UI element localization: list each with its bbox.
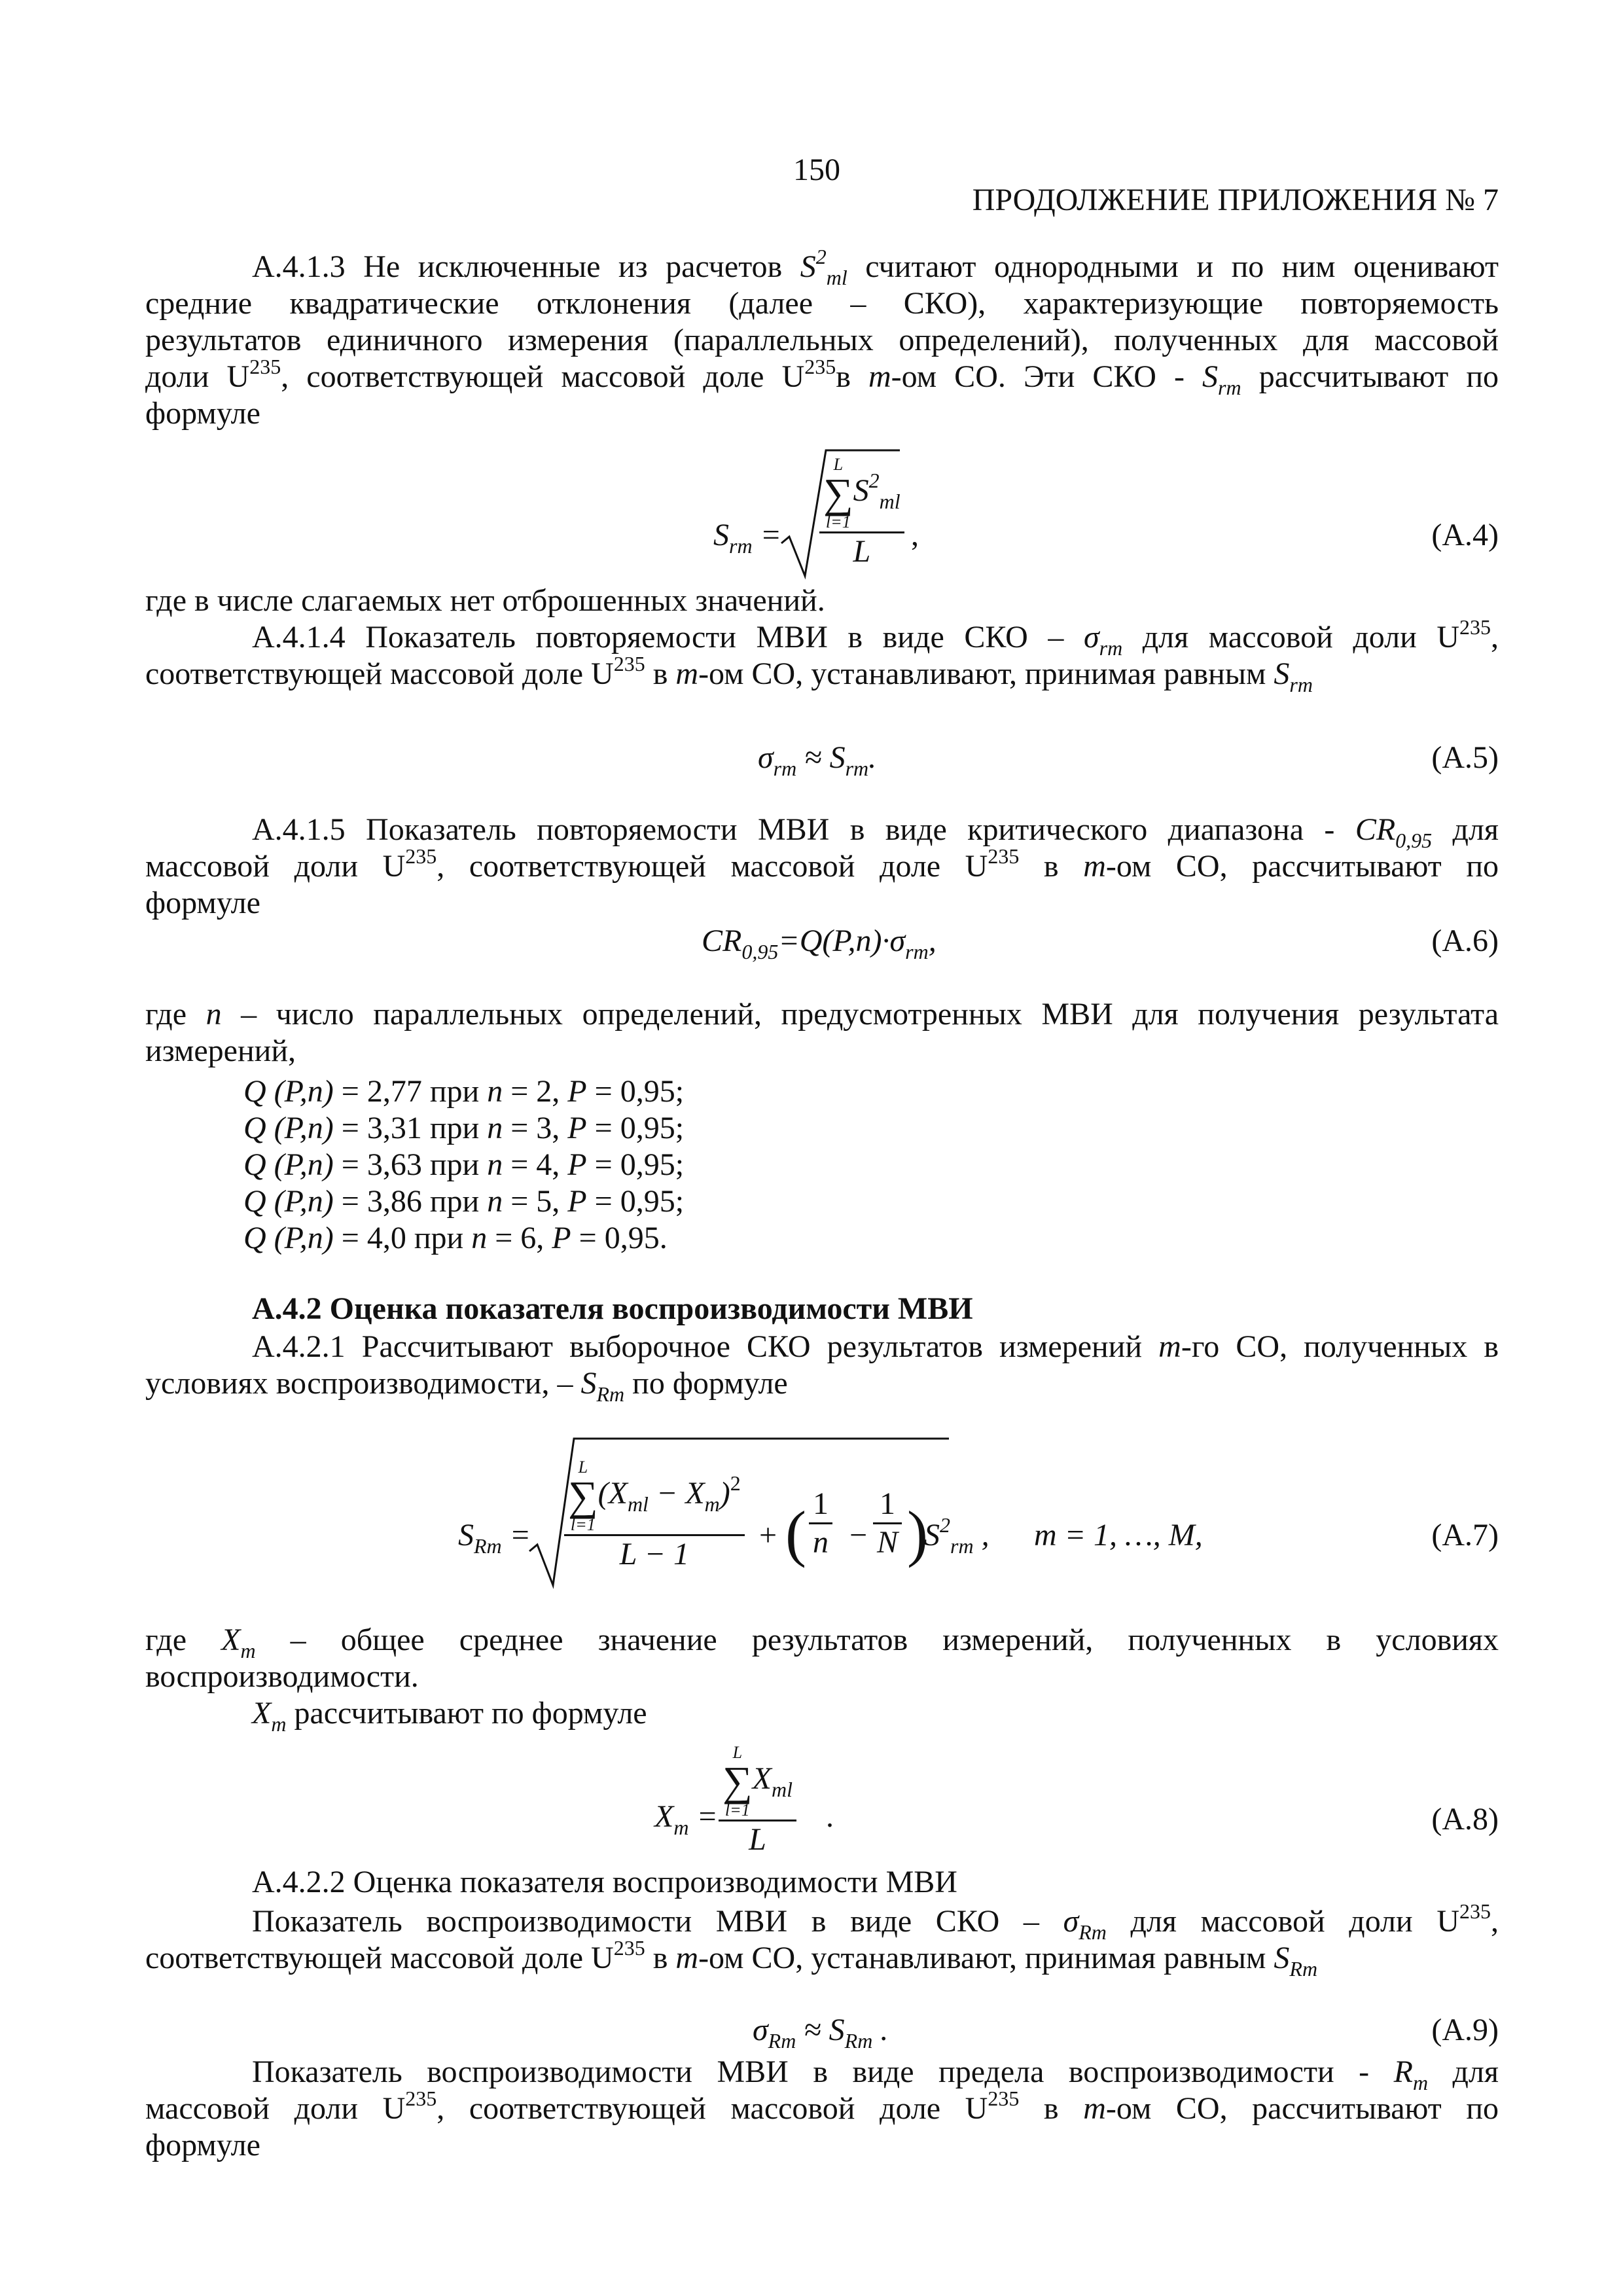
para-4-2-2-line2: соответствующей массовой доле $U^{235}$ в m-ом СО, устанавливают, принимая равным $S_{Rm}$ <box>145 1936 1318 1981</box>
formula-a5: $\sigma_{rm} \approx S_{rm}$. <box>758 740 877 780</box>
para-4-1-3-line1: А.4.1.3 Не исключенные из расчетов $S^2_{ml}$ считают однородными и по ним оценивают <box>252 245 1499 289</box>
q-value-row: Q (P,n) = 4,0 при n = 6, P = 0,95. <box>243 1221 668 1255</box>
document-page: 150 ПРОДОЛЖЕНИЕ ПРИЛОЖЕНИЯ № 7 А.4.1.3 Не исключенные из расчетов $S^2_{ml}$ считают однородными и по ним оценивают средние квадратические отклонения (далее – СКО), характеризующие повторяемость результатов единичного измерения (параллельных определений), полученных для массовой доли $U^{235}$, соответствующей массовой доле $U^{235}в$ m-ом СО. Эти СКО - $S_{rm}$ рассчитывают по формуле $S_{rm}$ = L ∑ l=1 $S^2_{ml}$ L , (А.4) где в числе слагаемых нет отброшенных значений. А.4.1.4 Показатель повторяемости МВИ в виде СКО – $\sigma_{rm}$ для массовой доли $U^{235}$, соответствующей массовой доле $U^{235}$ в m-ом СО, устанавливают, принимая равным $S_{rm}$ $\sigma_{rm} \approx S_{rm}$. (А.5) А.4.1.5 Показатель повторяемости МВИ в виде критического диапазона - $CR_{0,95}$ для массовой доли $U^{235}$, соответствующей массовой доле $U^{235}$ в m-ом СО, рассчитывают по формуле $CR_{0,95}=Q(P,n)\cdot\sigma_{rm}$, (А.6) где n – число параллельных определений, предусмотренных МВИ для получения результата измерений, Q (P,n) = 2,77 при n = 2, P = 0,95; Q (P,n) = 3,31 при n = 3, P = 0,95; Q (P,n) = 3,63 при n = 4, P = 0,95; Q (P,n) = 3,86 при n = 5, P = 0,95; Q (P,n) = 4,0 при n = 6, P = 0,95. А.4.2 Оценка показателя воспроизводимости МВИ А.4.2.1 Рассчитывают выборочное СКО результатов измерений m-го СО, полученных в условиях воспроизводимости, – $S_{Rm}$ по формуле $S_{Rm}$ = L ∑ l=1 $(X_{ml} - X_m)^2$ L − 1 + ( $\frac{1}{n}$ − $\frac{1}{N}$ ) $S^2_{rm}$ , m = 1, …, M, (А.7) где $X_m$ – общее среднее значение результатов измерений, полученных в условиях воспроизводимости. $X_m$ рассчитывают по формуле $X_m$ = L ∑ l=1 $X_{ml}$ L . (А.8) А.4.2.2 Оценка показателя воспроизводимости МВИ Показатель воспроизводимости МВИ в виде СКО – $\sigma_{Rm}$ для массовой доли $U^{235}$, соответствующей массовой доле $U^{235}$ в m-ом СО, устанавливают, принимая равным $S_{Rm}$ $\sigma_{Rm} \approx S_{Rm}$ . (А.9) Показатель воспроизводимости МВИ в виде предела воспроизводимости - $R_m$ для массовой доли $U^{235}$, соответствующей массовой доле $U^{235}$ в m-ом СО, рассчитывают по формуле <box>145 152 1499 2162</box>
after-a7-line1: где $X_m$ – общее среднее значение результатов измерений, полученных в условиях <box>145 1623 1499 1662</box>
eq-label-a9: (А.9) <box>1431 2013 1499 2047</box>
para-4-1-3-line4: доли $U^{235}$, соответствующей массовой доле $U^{235}в$ m-ом СО. Эти СКО - $S_{rm}$ рассчитывают по <box>145 355 1499 399</box>
para-4-1-3-line2: средние квадратические отклонения (далее – СКО), характеризующие повторяемость <box>145 286 1499 321</box>
para-4-2-1-line1: А.4.2.1 Рассчитывают выборочное СКО результатов измерений m-го СО, полученных в <box>252 1329 1499 1364</box>
para-4-2-2-line1: Показатель воспроизводимости МВИ в виде СКО – $\sigma_{Rm}$ для массовой доли $U^{235}$, <box>252 1899 1499 1944</box>
eq-label-a8: (А.8) <box>1431 1802 1499 1837</box>
formula-a7-range: m = 1, …, M, <box>1034 1518 1203 1552</box>
para-4-1-3-line5: формуле <box>145 396 260 431</box>
after-a4-text: где в числе слагаемых нет отброшенных значений. <box>145 583 825 618</box>
q-value-row: Q (P,n) = 3,31 при n = 3, P = 0,95; <box>243 1111 685 1145</box>
para-4-1-5-line3: формуле <box>145 886 260 920</box>
para-4-1-3-line3: результатов единичного измерения (параллельных определений), полученных для массовой <box>145 323 1499 357</box>
para-4-2-1-line2: условиях воспроизводимости, – $S_{Rm}$ по формуле <box>145 1366 788 1406</box>
after-a6-line1: где n – число параллельных определений, предусмотренных МВИ для получения результата <box>145 997 1499 1031</box>
formula-a9: $\sigma_{Rm} \approx S_{Rm}$ . <box>753 2013 889 2053</box>
last-para-line3: формуле <box>145 2128 260 2162</box>
para-4-1-5-line2: массовой доли $U^{235}$, соответствующей массовой доле $U^{235}$ в m-ом СО, рассчитывают по <box>145 844 1499 884</box>
appendix-header: ПРОДОЛЖЕНИЕ ПРИЛОЖЕНИЯ № 7 <box>972 183 1499 217</box>
section-heading-4-2: А.4.2 Оценка показателя воспроизводимости МВИ <box>252 1291 973 1326</box>
q-value-row: Q (P,n) = 3,63 при n = 4, P = 0,95; <box>243 1147 685 1182</box>
last-para-line1: Показатель воспроизводимости МВИ в виде предела воспроизводимости - $R_m$ для <box>252 2054 1499 2094</box>
after-a6-line2: измерений, <box>145 1033 296 1068</box>
eq-label-a6: (А.6) <box>1431 924 1499 958</box>
last-para-line2: массовой доли $U^{235}$, соответствующей массовой доле $U^{235}$ в m-ом СО, рассчитывают по <box>145 2087 1499 2126</box>
formula-a6: $CR_{0,95}=Q(P,n)\cdot\sigma_{rm}$, <box>702 924 936 963</box>
section-heading-4-2-2: А.4.2.2 Оценка показателя воспроизводимости МВИ <box>252 1865 957 1899</box>
para-4-1-4-line1: А.4.1.4 Показатель повторяемости МВИ в виде СКО – $\sigma_{rm}$ для массовой доли $U^{235}$, <box>252 615 1499 660</box>
after-a7-line2: воспроизводимости. <box>145 1659 419 1694</box>
q-value-row: Q (P,n) = 2,77 при n = 2, P = 0,95; <box>243 1074 685 1109</box>
after-a7-line3: $X_m$ рассчитывают по формуле <box>252 1696 647 1736</box>
eq-label-a5: (А.5) <box>1431 740 1499 775</box>
q-value-row: Q (P,n) = 3,86 при n = 5, P = 0,95; <box>243 1184 685 1219</box>
para-4-1-5-line1: А.4.1.5 Показатель повторяемости МВИ в виде критического диапазона - $CR_{0,95}$ для <box>252 812 1499 852</box>
eq-label-a7: (А.7) <box>1431 1518 1499 1552</box>
para-4-1-4-line2: соответствующей массовой доле $U^{235}$ в m-ом СО, устанавливают, принимая равным $S_{rm}$ <box>145 652 1313 696</box>
page-number: 150 <box>793 152 840 187</box>
eq-label-a4: (А.4) <box>1431 518 1499 552</box>
